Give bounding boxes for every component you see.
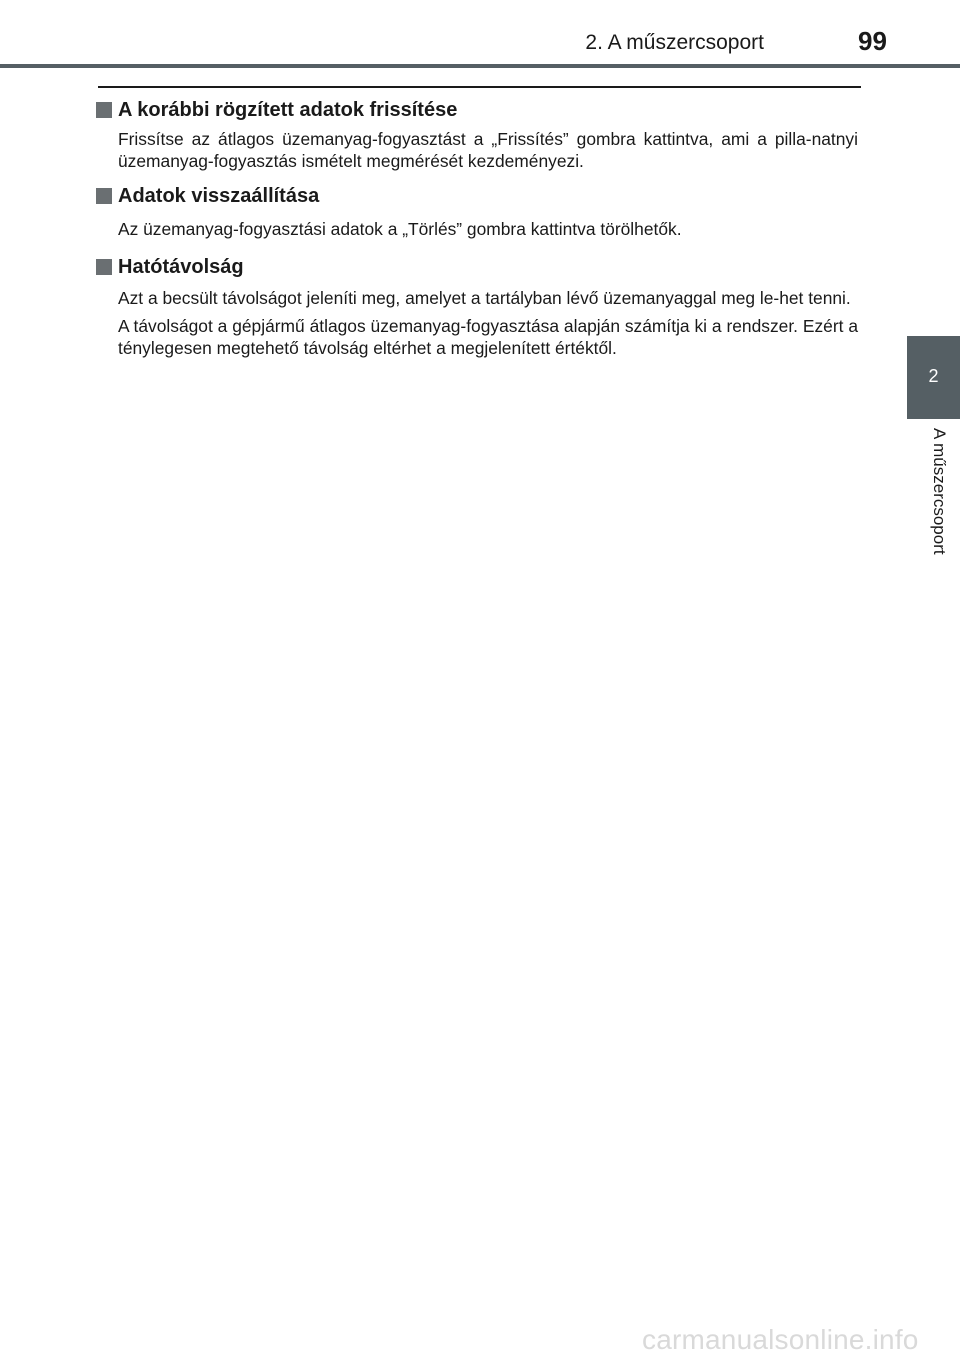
header-rule	[0, 64, 960, 68]
section-range	[96, 253, 866, 359]
section-heading-text: Hatótávolság	[118, 255, 244, 278]
square-bullet-icon	[96, 188, 112, 204]
section-heading-text: Adatok visszaállítása	[118, 184, 320, 207]
main-content	[96, 96, 866, 359]
section-paragraph: Azt a becsült távolságot jeleníti meg, amelyet a tartályban lévő üzemanyaggal meg le-het tenni.	[118, 288, 851, 308]
square-bullet-icon	[96, 259, 112, 275]
page-header	[0, 0, 960, 70]
section-heading	[96, 96, 866, 124]
section-paragraph: Az üzemanyag-fogyasztási adatok a „Törlés” gombra kattintva törölhetők.	[118, 219, 682, 239]
chapter-title: 2. A műszercsoport	[585, 31, 764, 54]
section-reset-data	[96, 182, 866, 240]
chapter-side-tab	[907, 336, 960, 419]
section-refresh-data	[96, 96, 866, 172]
chapter-number: 2	[928, 366, 939, 386]
content-top-rule	[98, 86, 861, 88]
chapter-side-label-text: A műszercsoport	[930, 428, 949, 555]
square-bullet-icon	[96, 102, 112, 118]
section-heading	[96, 253, 866, 281]
section-heading	[96, 182, 866, 210]
section-paragraph: A távolságot a gépjármű átlagos üzemanyag-fogyasztása alapján számítja ki a rendszer. Ezért a ténylegesen megtehető távolság eltérhet a megjelenített értéktől.	[118, 316, 858, 358]
watermark: carmanualsonline.info	[642, 1324, 919, 1355]
page-number: 99	[858, 26, 887, 56]
section-paragraph: Frissítse az átlagos üzemanyag-fogyasztást a „Frissítés” gombra kattintva, ami a pilla-natnyi üzemanyag-fogyasztás ismételt megmérését kezdeményezi.	[118, 129, 858, 171]
chapter-side-label	[928, 428, 950, 598]
section-heading-text: A korábbi rögzített adatok frissítése	[118, 98, 458, 121]
